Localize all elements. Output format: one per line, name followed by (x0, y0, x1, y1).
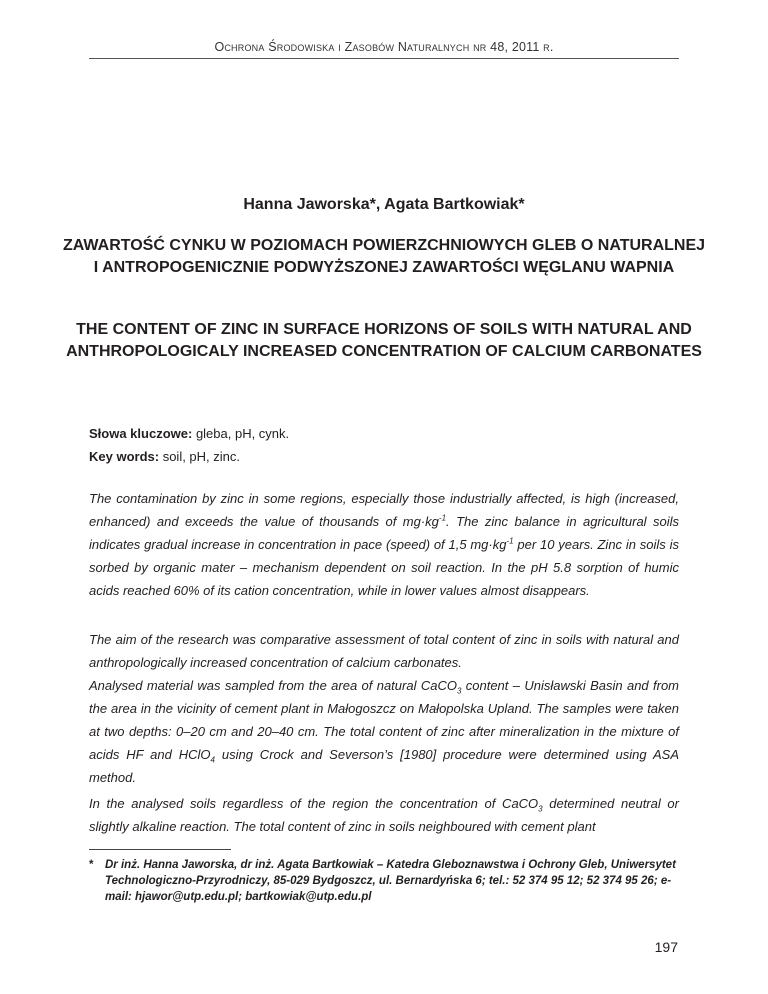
running-header (89, 40, 679, 54)
footnote-rule (89, 849, 231, 850)
p1-text-b: . The zinc balance in agricultural soils indicates gradual increase in concentration in pace (speed) of 1,5 mg·kg (89, 514, 679, 552)
keywords-english-label: Key words: (89, 449, 160, 464)
abstract-paragraph-1 (89, 487, 679, 602)
keywords-polish (89, 426, 289, 441)
keywords-polish-label: Słowa kluczowe: (89, 426, 193, 441)
p1-text-a: The contamination by zinc in some regions, especially those industrially affected, is high (increased, enhanced) and exceeds the value of thousands of mg·kg (89, 491, 679, 529)
footnote-text: Dr inż. Hanna Jaworska, dr inż. Agata Bartkowiak – Katedra Gleboznawstwa i Ochrony Gleb, Uniwersytet Technologiczno-Przyrodniczy, 85-029 Bydgoszcz, ul. Bernardyńska 6; tel.: 52 374 95 12; 52 374 95 26; e-mail: hjawor@utp.edu.pl; bartkowiak@utp.edu.pl (105, 859, 676, 903)
p2-text-b3: using Crock and Severson’s [1980] procedure were determined using ASA method. (89, 747, 679, 785)
authors: Hanna Jaworska*, Agata Bartkowiak* (243, 196, 525, 213)
p2-text-b2: content – Unisławski Basin and from the area in the vicinity of cement plant in Małogoszcz on Małopolska Upland. The samples were taken at two depths: 0–20 cm and 20–40 cm. The total content of zinc after mineralization in the mixture of acids HF and HClO (89, 678, 680, 762)
journal-issue: nr 48, 2011 r. (473, 40, 554, 54)
p2-text-a: The aim of the research was comparative assessment of total content of zinc in soils with natural and anthropologically increased concentration of calcium carbonates. (89, 632, 679, 670)
title-polish: ZAWARTOŚĆ CYNKU W POZIOMACH POWIERZCHNIOWYCH GLEB O NATURALNEJ I ANTROPOGENICZNIE PODWYŻSZONEJ ZAWARTOŚCI WĘGLANU WAPNIA (62, 237, 706, 276)
keywords-english (89, 449, 240, 464)
header-rule (89, 58, 679, 59)
subscript: 4 (210, 755, 215, 765)
p1-text-c: per 10 years. Zinc in soils is sorbed by organic mater – mechanism dependent on soil reaction. In the pH 5.8 sorption of humic acids reached 60% of its cation concentration, while in lower values almost disappears. (89, 537, 679, 598)
exponent: -1 (506, 536, 514, 546)
abstract-paragraph-3 (89, 792, 679, 838)
p3-text-b: determined neutral or slightly alkaline reaction. The total content of zinc in soils neighboured with cement plant (89, 796, 679, 834)
subscript: 3 (456, 686, 462, 696)
subscript: 3 (538, 804, 543, 814)
page-number: 197 (654, 939, 678, 955)
footnote-marker: * (89, 859, 94, 871)
keywords-polish-value: gleba, pH, cynk. (195, 426, 290, 441)
abstract-paragraph-2 (89, 628, 679, 789)
keywords-english-value: soil, pH, zinc. (162, 449, 241, 464)
footnote (89, 857, 689, 905)
title-english: THE CONTENT OF ZINC IN SURFACE HORIZONS OF SOILS WITH NATURAL AND ANTHROPOLOGICALY INCREASED CONCENTRATION OF CALCIUM CARBONATES (66, 321, 702, 360)
p2-text-b1: Analysed material was sampled from the area of natural CaCO (89, 678, 457, 693)
exponent: -1 (438, 513, 447, 523)
journal-name: Ochrona Środowiska i Zasobów Naturalnych (214, 40, 470, 54)
p3-text-a: In the analysed soils regardless of the region the concentration of CaCO (89, 796, 539, 811)
